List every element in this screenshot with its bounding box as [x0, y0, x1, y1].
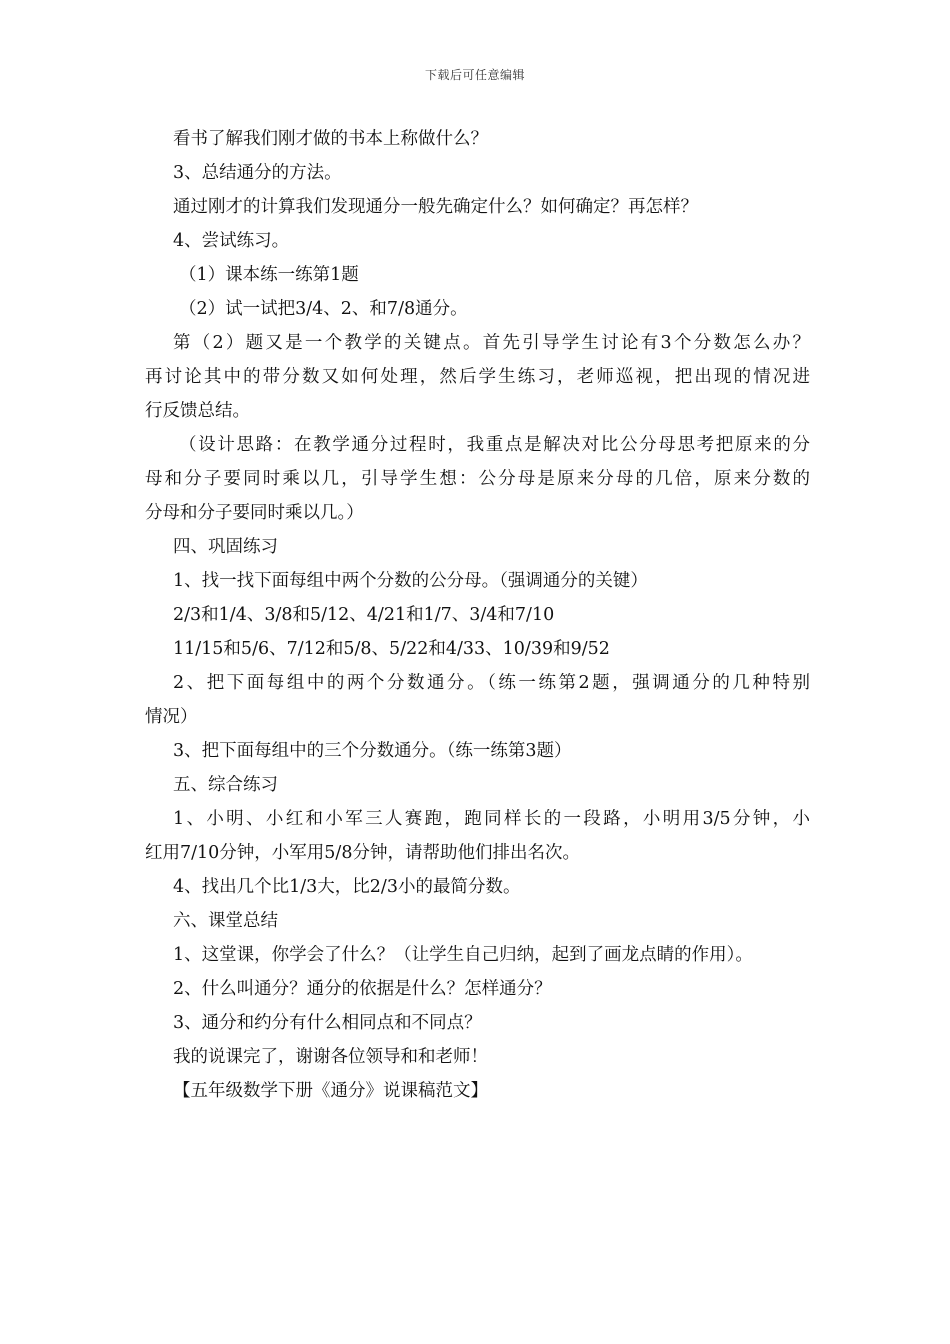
paragraph-line: 情况） [145, 707, 198, 727]
paragraph-line: 再讨论其中的带分数又如何处理，然后学生练习，老师巡视，把出现的情况进 [145, 367, 810, 387]
paragraph-line: 2、把下面每组中的两个分数通分。（练一练第2题，强调通分的几种特别 [173, 673, 810, 693]
paragraph-line: 通过刚才的计算我们发现通分一般先确定什么？如何确定？再怎样？ [173, 197, 698, 217]
paragraph-line: 母和分子要同时乘以几，引导学生想：公分母是原来分母的几倍，原来分数的 [145, 469, 810, 489]
paragraph-line: 我的说课完了，谢谢各位领导和和老师！ [173, 1047, 488, 1067]
paragraph-line: 4、尝试练习。 [173, 231, 290, 251]
paragraph-line: 1、这堂课，你学会了什么？（让学生自己归纳，起到了画龙点睛的作用）。 [173, 945, 753, 965]
paragraph-line: 2、什么叫通分？通分的依据是什么？怎样通分？ [173, 979, 552, 999]
paragraph-line: （2）试一试把3/4、2、和7/8通分。 [179, 299, 468, 319]
paragraph-line: 第（2）题又是一个教学的关键点。首先引导学生讨论有3个分数怎么办？ [173, 333, 810, 353]
section-heading: 五、综合练习 [173, 775, 278, 795]
paragraph-line: 4、找出几个比1/3大，比2/3小的最简分数。 [173, 877, 521, 897]
paragraph-line: 3、通分和约分有什么相同点和不同点？ [173, 1013, 482, 1033]
paragraph-line: （设计思路：在教学通分过程时，我重点是解决对比公分母思考把原来的分 [179, 435, 810, 455]
document-title-line: 【五年级数学下册《通分》说课稿范文】 [173, 1081, 488, 1101]
document-body [145, 122, 810, 1108]
paragraph-line: 看书了解我们刚才做的书本上称做什么？ [173, 129, 488, 149]
paragraph-line: 分母和分子要同时乘以几。） [145, 503, 364, 523]
section-heading: 四、巩固练习 [173, 537, 278, 557]
paragraph-line: 红用7/10分钟，小军用5/8分钟，请帮助他们排出名次。 [145, 843, 580, 863]
paragraph-line: （1）课本练一练第1题 [179, 265, 359, 285]
section-heading: 六、课堂总结 [173, 911, 278, 931]
paragraph-line: 1、小明、小红和小军三人赛跑，跑同样长的一段路，小明用3/5分钟，小 [173, 809, 810, 829]
paragraph-line: 2/3和1/4、3/8和5/12、4/21和1/7、3/4和7/10 [173, 605, 555, 625]
paragraph-line: 行反馈总结。 [145, 401, 250, 421]
page-header: 下载后可任意编辑 [424, 68, 525, 82]
paragraph-line: 11/15和5/6、7/12和5/8、5/22和4/33、10/39和9/52 [173, 639, 610, 659]
paragraph-line: 3、总结通分的方法。 [173, 163, 342, 183]
paragraph-line: 1、找一找下面每组中两个分数的公分母。（强调通分的关键） [173, 571, 648, 591]
paragraph-line: 3、把下面每组中的三个分数通分。（练一练第3题） [173, 741, 572, 761]
